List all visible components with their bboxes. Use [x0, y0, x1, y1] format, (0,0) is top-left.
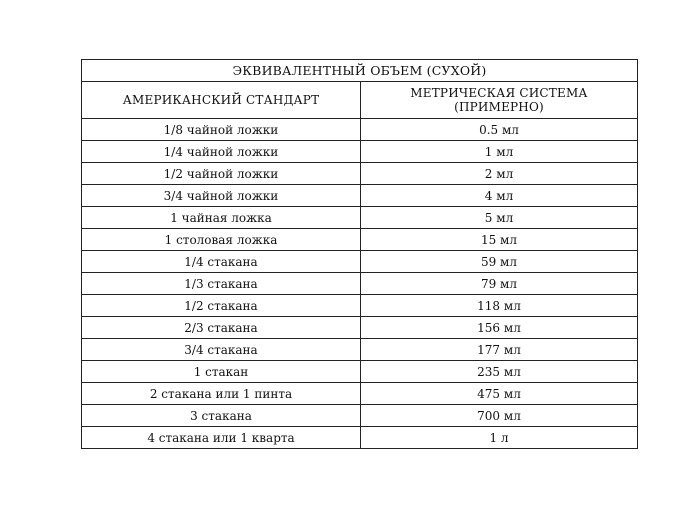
us-measure-cell: 1/8 чайной ложки: [82, 119, 361, 141]
table-row: [82, 119, 638, 141]
table-row: [82, 141, 638, 163]
table-row: [82, 273, 638, 295]
metric-measure-cell: 177 мл: [361, 339, 638, 361]
table-header-row: [82, 82, 638, 119]
us-measure-cell: 1/4 стакана: [82, 251, 361, 273]
table-row: [82, 207, 638, 229]
volume-conversion-table: [81, 59, 638, 449]
metric-measure-cell: 700 мл: [361, 405, 638, 427]
metric-measure-cell: 4 мл: [361, 185, 638, 207]
us-measure-cell: 1/4 чайной ложки: [82, 141, 361, 163]
us-measure-cell: 1/3 стакана: [82, 273, 361, 295]
header-metric-system: [361, 82, 638, 119]
us-measure-cell: 3 стакана: [82, 405, 361, 427]
header-us-standard: АМЕРИКАНСКИЙ СТАНДАРТ: [82, 82, 361, 119]
table-row: [82, 427, 638, 449]
metric-measure-cell: 0.5 мл: [361, 119, 638, 141]
metric-measure-cell: 2 мл: [361, 163, 638, 185]
metric-measure-cell: 235 мл: [361, 361, 638, 383]
table-title: ЭКВИВАЛЕНТНЫЙ ОБЪЕМ (СУХОЙ): [82, 60, 638, 82]
table-row: [82, 383, 638, 405]
metric-measure-cell: 79 мл: [361, 273, 638, 295]
us-measure-cell: 1/2 стакана: [82, 295, 361, 317]
table-row: [82, 317, 638, 339]
us-measure-cell: 4 стакана или 1 кварта: [82, 427, 361, 449]
table-row: [82, 339, 638, 361]
us-measure-cell: 3/4 чайной ложки: [82, 185, 361, 207]
table-row: [82, 229, 638, 251]
metric-measure-cell: 15 мл: [361, 229, 638, 251]
header-metric-line1: МЕТРИЧЕСКАЯ СИСТЕМА: [410, 86, 588, 100]
us-measure-cell: 1 столовая ложка: [82, 229, 361, 251]
metric-measure-cell: 59 мл: [361, 251, 638, 273]
us-measure-cell: 3/4 стакана: [82, 339, 361, 361]
us-measure-cell: 1/2 чайной ложки: [82, 163, 361, 185]
table-title-row: [82, 60, 638, 82]
metric-measure-cell: 1 мл: [361, 141, 638, 163]
metric-measure-cell: 475 мл: [361, 383, 638, 405]
table-row: [82, 163, 638, 185]
us-measure-cell: 2 стакана или 1 пинта: [82, 383, 361, 405]
metric-measure-cell: 5 мл: [361, 207, 638, 229]
metric-measure-cell: 118 мл: [361, 295, 638, 317]
metric-measure-cell: 156 мл: [361, 317, 638, 339]
table-row: [82, 295, 638, 317]
table-row: [82, 251, 638, 273]
header-metric-line2: (ПРИМЕРНО): [454, 100, 544, 114]
table-row: [82, 361, 638, 383]
us-measure-cell: 1 чайная ложка: [82, 207, 361, 229]
us-measure-cell: 2/3 стакана: [82, 317, 361, 339]
us-measure-cell: 1 стакан: [82, 361, 361, 383]
table-row: [82, 405, 638, 427]
table-row: [82, 185, 638, 207]
metric-measure-cell: 1 л: [361, 427, 638, 449]
